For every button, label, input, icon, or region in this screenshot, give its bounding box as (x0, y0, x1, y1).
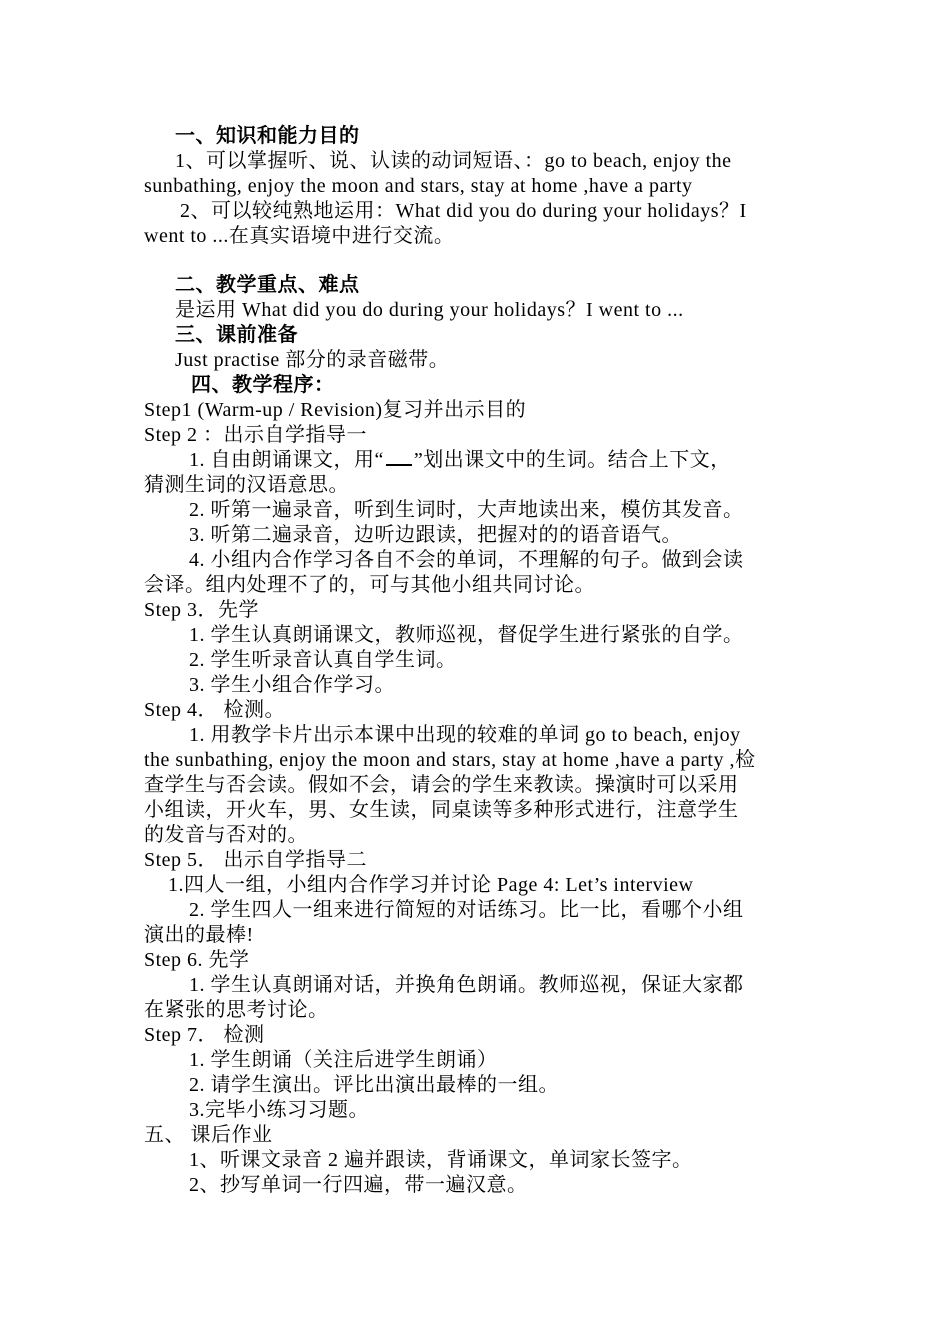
paragraph-line: 2、可以较纯熟地运用：What did you do during your holidays？I (180, 200, 747, 222)
section-heading-preparation: 三、课前准备 (175, 324, 298, 346)
step-heading: Step 7． 检测 (144, 1024, 265, 1046)
paragraph-line: 2. 听第一遍录音，听到生词时，大声地读出来，模仿其发音。 (189, 499, 744, 521)
text-span: ”划出课文中的生词。结合上下文， (413, 449, 731, 471)
section-heading-homework: 五、 课后作业 (144, 1124, 273, 1146)
section-heading-key-points: 二、教学重点、难点 (175, 274, 360, 296)
paragraph-line: went to ...在真实语境中进行交流。 (144, 225, 455, 247)
paragraph-line: the sunbathing, enjoy the moon and stars, stay at home ,have a party ,检 (144, 749, 756, 771)
step-heading: Step 2 ：出示自学指导一 (144, 424, 368, 446)
step-heading: Step 6. 先学 (144, 949, 250, 971)
paragraph-line: 1、听课文录音 2 遍并跟读，背诵课文，单词家长签字。 (189, 1149, 693, 1171)
paragraph-line: 1.四人一组，小组内合作学习并讨论 Page 4: Let’s interview (168, 874, 694, 896)
paragraph-line: Just practise 部分的录音磁带。 (175, 349, 450, 371)
paragraph-line: 查学生与否会读。假如不会，请会的学生来教读。操演时可以采用 (144, 774, 739, 796)
paragraph-line: 在紧张的思考讨论。 (144, 999, 329, 1021)
paragraph-line: sunbathing, enjoy the moon and stars, stay at home ,have a party (144, 175, 693, 197)
section-heading-procedure: 四、教学程序： (191, 374, 335, 396)
paragraph-line: 演出的最棒! (144, 924, 254, 946)
underline-blank (386, 448, 412, 466)
paragraph-line: 1. 学生朗诵（关注后进学生朗诵） (189, 1049, 498, 1071)
paragraph-line (189, 448, 731, 473)
step-heading: Step 5． 出示自学指导二 (144, 849, 368, 871)
paragraph-line: 3.完毕小练习习题。 (189, 1099, 369, 1121)
paragraph-line: 3. 听第二遍录音，边听边跟读，把握对的的语音语气。 (189, 524, 682, 546)
paragraph-line: 小组读，开火车，男、女生读，同桌读等多种形式进行，注意学生 (144, 799, 739, 821)
paragraph-line: 1. 学生认真朗诵对话，并换角色朗诵。教师巡视，保证大家都 (189, 974, 744, 996)
paragraph-line: 2、抄写单词一行四遍，带一遍汉意。 (189, 1174, 528, 1196)
paragraph-line: 4. 小组内合作学习各自不会的单词，不理解的句子。做到会读 (189, 549, 744, 571)
step-heading: Step 4． 检测。 (144, 699, 286, 721)
step-heading: Step1 (Warm-up / Revision)复习并出示目的 (144, 399, 527, 421)
paragraph-line: 2. 学生听录音认真自学生词。 (189, 649, 457, 671)
paragraph-line: 1. 用教学卡片出示本课中出现的较难的单词 go to beach, enjoy (189, 724, 741, 746)
paragraph-line: 会译。组内处理不了的，可与其他小组共同讨论。 (144, 574, 595, 596)
paragraph-line: 猜测生词的汉语意思。 (144, 474, 349, 496)
section-heading-objectives: 一、知识和能力目的 (175, 125, 360, 147)
paragraph-line: 2. 请学生演出。评比出演出最棒的一组。 (189, 1074, 559, 1096)
paragraph-line: 1. 学生认真朗诵课文，教师巡视，督促学生进行紧张的自学。 (189, 624, 744, 646)
paragraph-line: 2. 学生四人一组来进行简短的对话练习。比一比，看哪个小组 (189, 899, 744, 921)
paragraph-line: 是运用 What did you do during your holidays？I went to ... (175, 299, 684, 321)
step-heading: Step 3．先学 (144, 599, 260, 621)
paragraph-line: 的发音与否对的。 (144, 824, 308, 846)
paragraph-line: 1、可以掌握听、说、认读的动词短语、：go to beach, enjoy the (175, 150, 732, 172)
paragraph-line: 3. 学生小组合作学习。 (189, 674, 395, 696)
text-span: 1. 自由朗诵课文，用“ (189, 449, 384, 471)
